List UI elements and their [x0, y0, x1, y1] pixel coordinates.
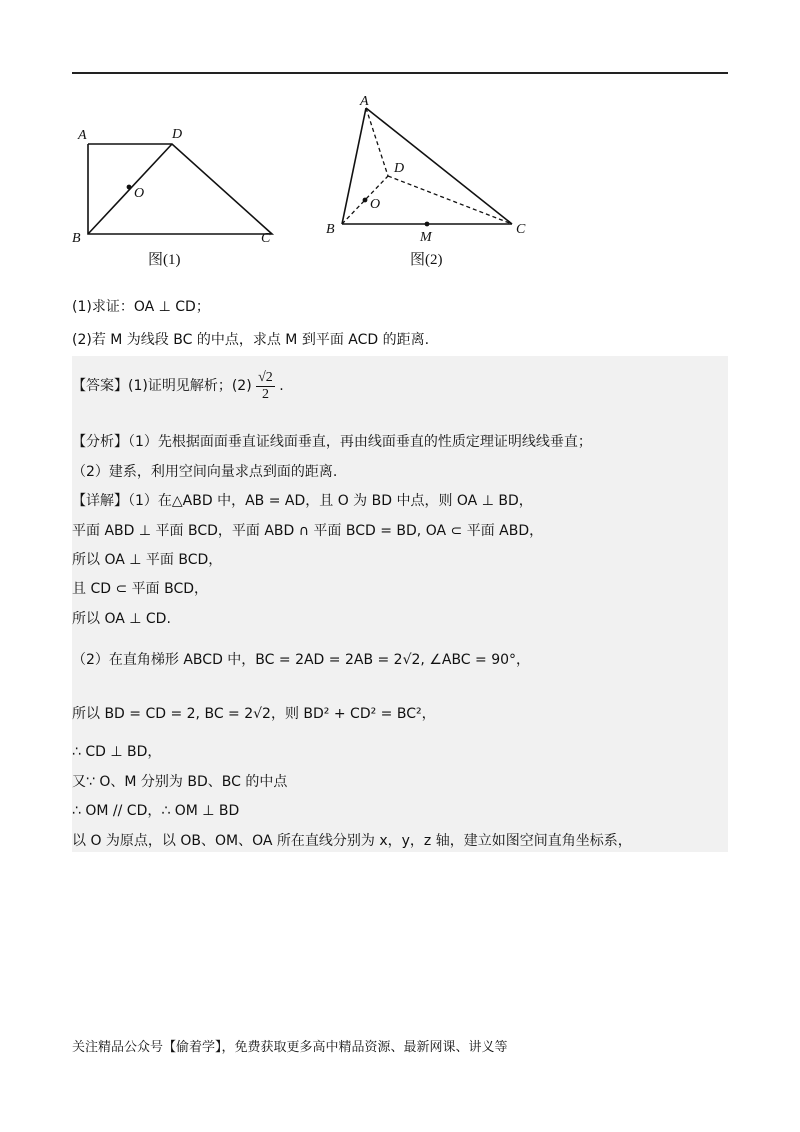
detail-line-9: 又∵ O、M 分别为 BD、BC 的中点	[72, 774, 288, 790]
label-o: O	[370, 197, 381, 212]
answer-fraction	[256, 370, 275, 403]
answer-denominator: 2	[261, 386, 269, 402]
label-d: D	[172, 127, 183, 142]
label-a: A	[360, 94, 369, 109]
detail-line-5: 所以 OA ⊥ CD.	[72, 611, 171, 627]
figure-1-trapezoid	[72, 120, 292, 250]
answer-line	[72, 366, 284, 406]
answer-prefix: 【答案】(1)证明见解析；(2)	[72, 378, 252, 394]
question-1: (1)求证：OA ⊥ CD；	[72, 299, 210, 315]
label-d: D	[394, 161, 405, 176]
detail-line-4: 且 CD ⊂ 平面 BCD，	[72, 581, 209, 597]
detail-line-2: 平面 ABD ⊥ 平面 BCD，平面 ABD ∩ 平面 BCD = BD, OA ⊂ 平面 ABD，	[72, 523, 544, 539]
point-m	[425, 222, 430, 227]
point-o	[127, 185, 132, 190]
answer-suffix: .	[279, 378, 284, 394]
detail-line-3: 所以 OA ⊥ 平面 BCD，	[72, 552, 223, 568]
answer-numerator: √2	[258, 369, 273, 385]
trapezoid-outline	[88, 144, 272, 234]
analysis-line-2: （2）建系，利用空间向量求点到面的距离.	[72, 464, 338, 480]
label-c: C	[261, 231, 271, 246]
detail-line-6: （2）在直角梯形 ABCD 中，BC = 2AD = 2AB = 2√2, ∠ABC = 90°，	[72, 652, 531, 668]
detail-line-8: ∴ CD ⊥ BD，	[72, 744, 162, 760]
detail-line-11: 以 O 为原点，以 OB、OM、OA 所在直线分别为 x，y，z 轴，建立如图空间直角坐标系，	[72, 833, 632, 849]
label-b: B	[72, 231, 81, 246]
detail-line-1: 【详解】（1）在△ABD 中，AB = AD，且 O 为 BD 中点，则 OA ⊥ BD，	[72, 493, 533, 509]
label-m: M	[420, 230, 432, 242]
figure-2-tetrahedron	[322, 92, 542, 242]
label-o: O	[134, 186, 145, 201]
top-rule	[72, 72, 728, 74]
figure-1-caption: 图(1)	[148, 252, 181, 268]
label-b: B	[326, 222, 335, 237]
footer-promo-text: 关注精品公众号【偷着学】，免费获取更多高中精品资源、最新网课、讲义等	[72, 1040, 508, 1055]
detail-line-7: 所以 BD = CD = 2, BC = 2√2，则 BD² + CD² = BC²，	[72, 706, 436, 722]
analysis-line-1: 【分析】（1）先根据面面垂直证线面垂直，再由线面垂直的性质定理证明线线垂直；	[72, 434, 592, 450]
figure-2-caption: 图(2)	[410, 252, 443, 268]
detail-line-10: ∴ OM // CD，∴ OM ⊥ BD	[72, 803, 240, 819]
label-a: A	[78, 128, 87, 143]
point-o	[363, 198, 368, 203]
label-c: C	[516, 222, 526, 237]
question-2: (2)若 M 为线段 BC 的中点，求点 M 到平面 ACD 的距离.	[72, 332, 430, 348]
